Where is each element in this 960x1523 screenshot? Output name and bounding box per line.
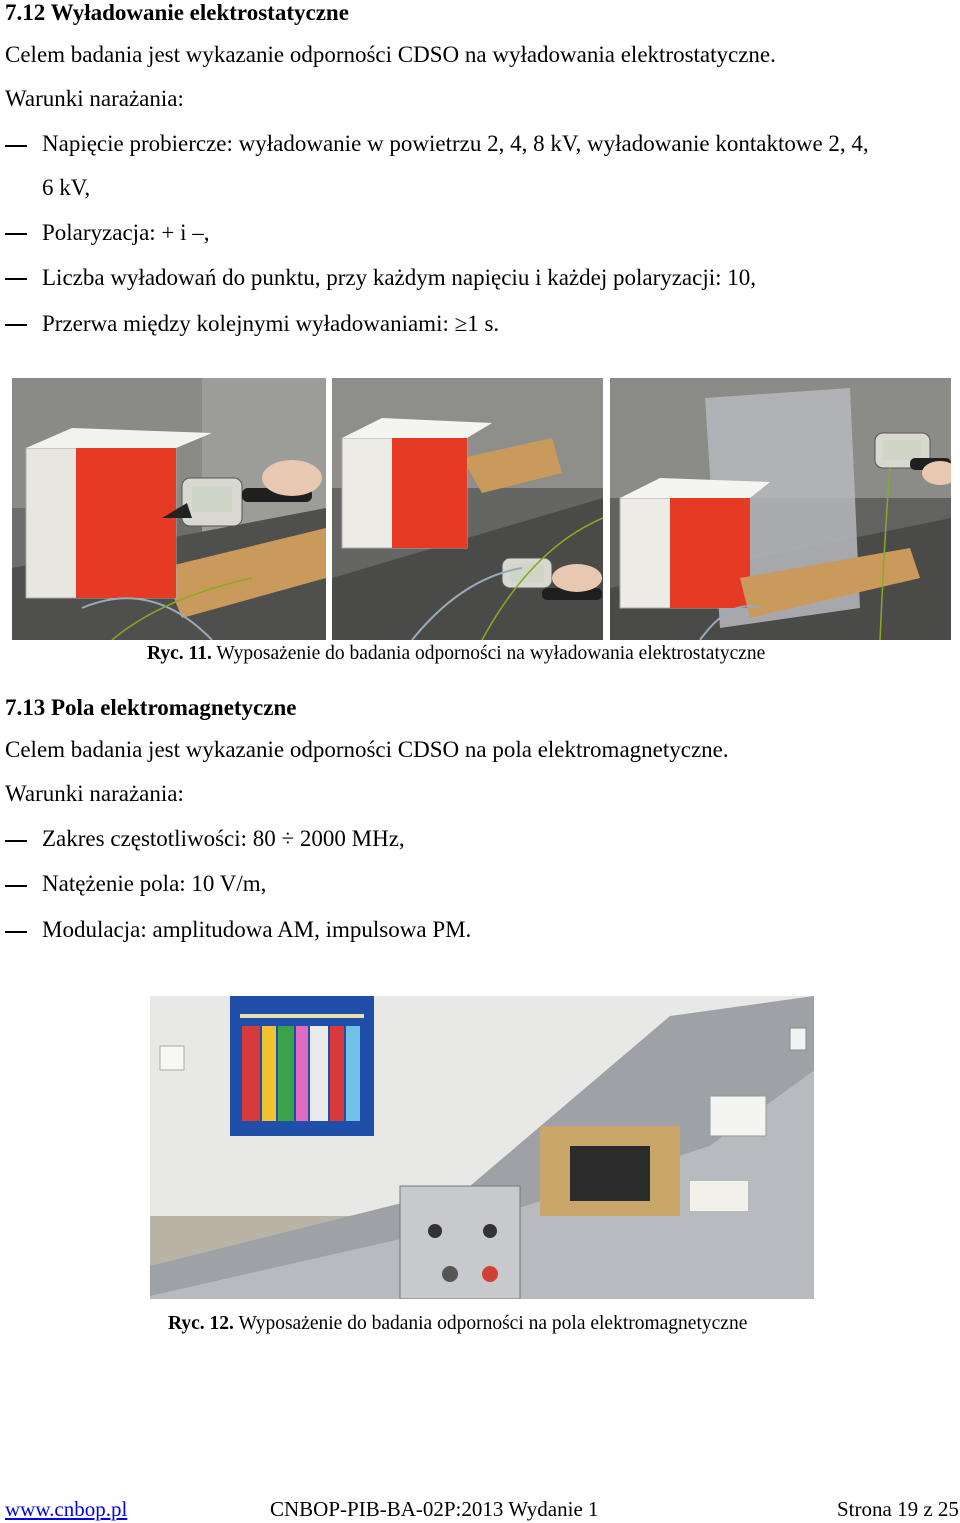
dash-marker [5, 278, 27, 280]
esd-photo-3 [610, 378, 951, 640]
section-intro: Celem badania jest wykazanie odporności CDSO na wyładowania elektrostatyczne. [5, 42, 776, 67]
footer-document-id: CNBOP-PIB-BA-02P:2013 Wydanie 1 [270, 1497, 599, 1521]
section-intro: Celem badania jest wykazanie odporności CDSO na pola elektromagnetyczne. [5, 737, 729, 762]
dash-marker [5, 324, 27, 326]
figure-label: Ryc. 11. [147, 643, 212, 664]
footer-page-number: Strona 19 z 25 [837, 1497, 959, 1521]
figure-label: Ryc. 12. [168, 1313, 234, 1334]
list-item: Napięcie probiercze: wyładowanie w powietrzu 2, 4, 8 kV, wyładowanie kontaktowe 2, 4, [42, 131, 869, 156]
figure-caption-text: Wyposażenie do badania odporności na wyładowania elektrostatyczne [216, 643, 766, 664]
list-item: Zakres częstotliwości: 80 ÷ 2000 MHz, [42, 826, 405, 851]
dash-marker [5, 931, 27, 933]
esd-photo-1 [12, 378, 326, 640]
figure-caption [168, 1313, 747, 1335]
list-item: Polaryzacja: + i –, [42, 220, 210, 245]
list-item: Przerwa między kolejnymi wyładowaniami: ≥1 s. [42, 311, 500, 336]
conditions-label: Warunki narażania: [5, 781, 184, 806]
emc-chamber-photo [150, 996, 814, 1299]
esd-photo-2 [332, 378, 603, 640]
footer-website[interactable] [5, 1497, 127, 1522]
dash-marker [5, 145, 27, 147]
list-item: Modulacja: amplitudowa AM, impulsowa PM. [42, 917, 472, 942]
dash-marker [5, 840, 27, 842]
list-item-continuation: 6 kV, [42, 175, 91, 200]
dash-marker [5, 233, 27, 235]
conditions-label: Warunki narażania: [5, 86, 184, 111]
list-item: Liczba wyładowań do punktu, przy każdym napięciu i każdej polaryzacji: 10, [42, 265, 757, 290]
section-heading: 7.12 Wyładowanie elektrostatyczne [5, 0, 349, 25]
website-link[interactable]: www.cnbop.pl [5, 1497, 128, 1521]
section-heading: 7.13 Pola elektromagnetyczne [5, 695, 297, 720]
figure-caption-text: Wyposażenie do badania odporności na pola elektromagnetyczne [238, 1313, 748, 1334]
figure-caption [147, 643, 765, 665]
dash-marker [5, 885, 27, 887]
list-item: Natężenie pola: 10 V/m, [42, 871, 267, 896]
